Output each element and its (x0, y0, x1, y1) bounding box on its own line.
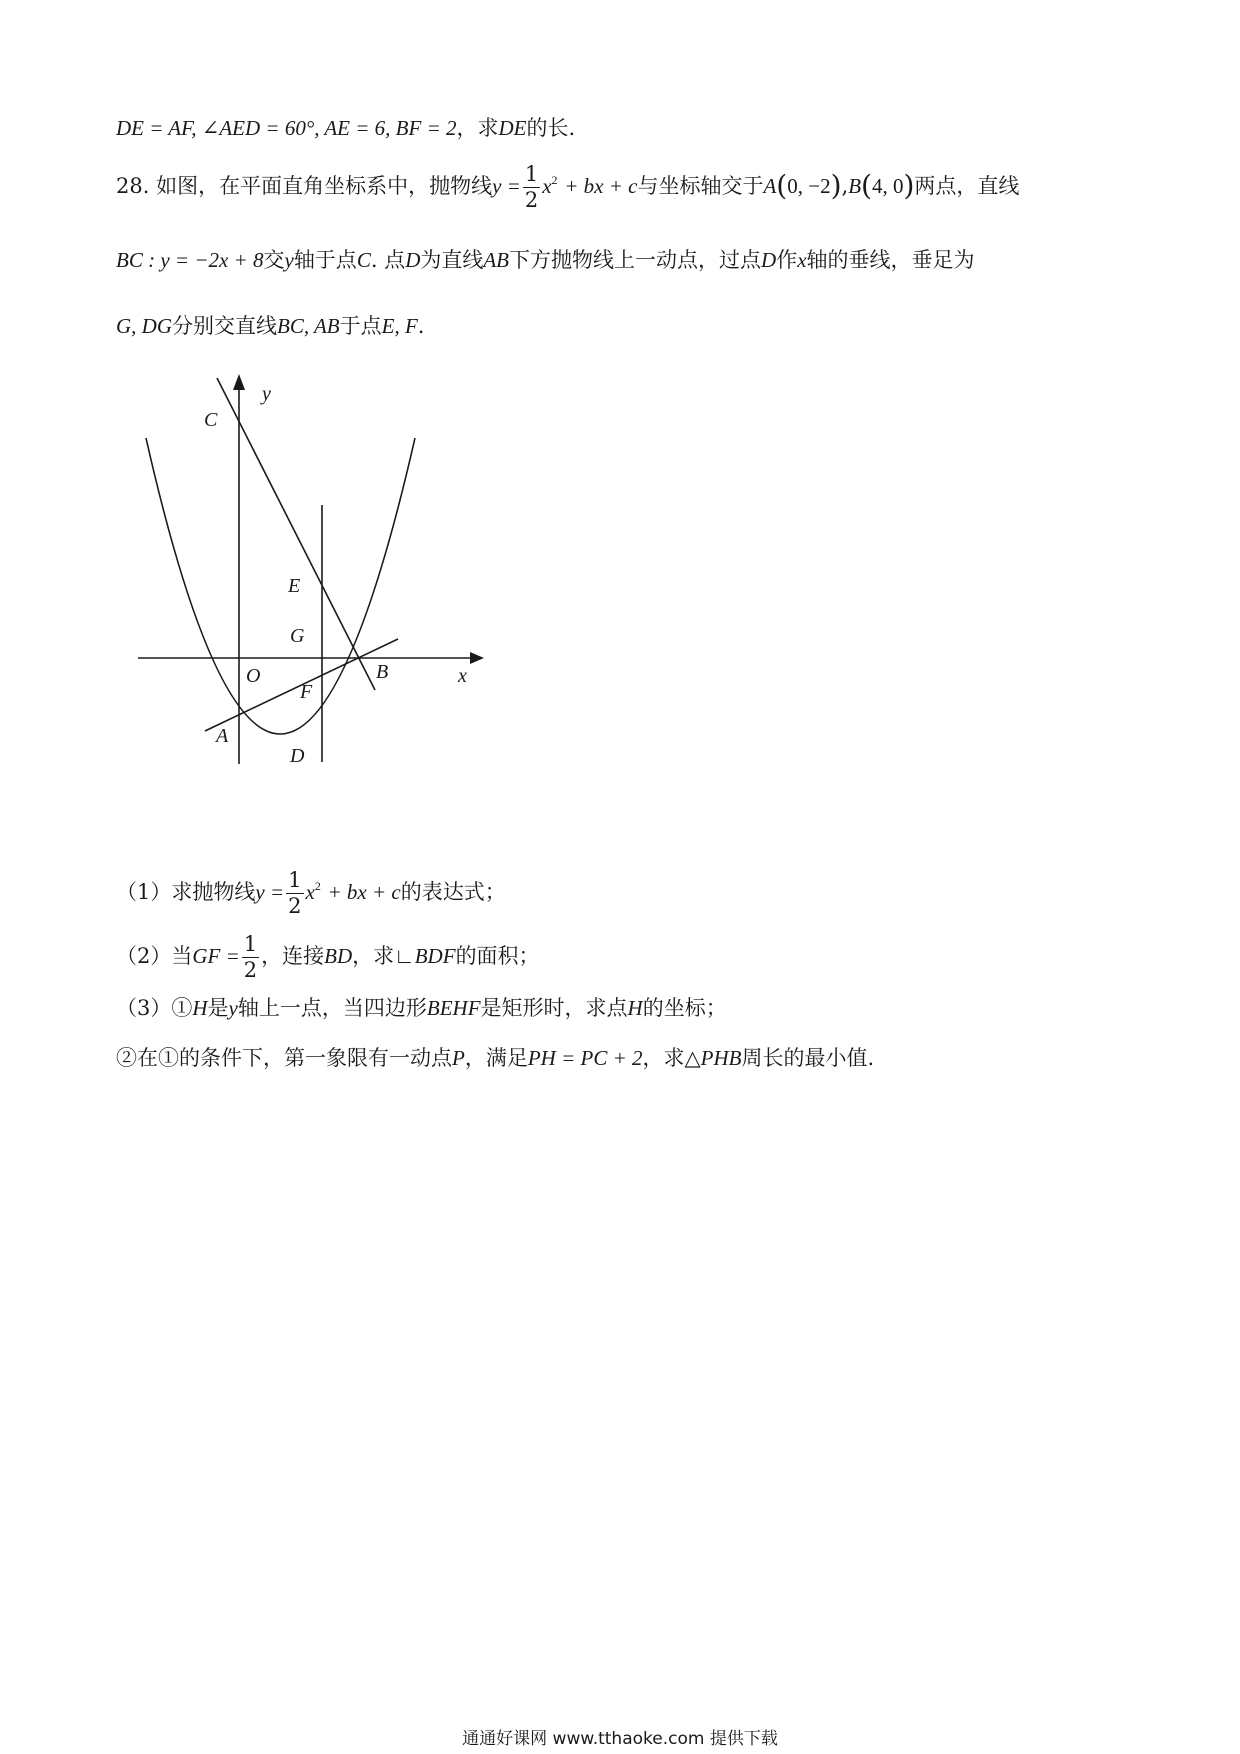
q3-h: H (192, 996, 208, 1020)
point-b: B (848, 174, 862, 198)
mid9: 分别交直线 (172, 314, 277, 338)
label-e: E (288, 575, 301, 597)
question-1 (116, 870, 506, 917)
q2-tri: ∟BDF (394, 944, 456, 968)
eq-x2: $x^2$ (542, 173, 558, 198)
q4-tri: PHB (700, 1046, 742, 1070)
label-x: x (458, 665, 467, 687)
q2-end: 的面积； (455, 944, 540, 968)
end-text: 的长. (526, 116, 576, 140)
q1-prefix: （1）求抛物线 (116, 880, 256, 904)
mid1: 与坐标轴交于 (637, 174, 764, 198)
point-d-2: D (761, 248, 777, 272)
ask-text: ，求 (456, 116, 499, 140)
q1-x2: $x^2$ (305, 879, 321, 904)
point-b-coords: 4, 0 (871, 174, 904, 198)
point-a-coords: 0, −2 (787, 174, 831, 198)
label-a: A (216, 725, 229, 747)
mid5: 为直线 (420, 248, 484, 272)
question-3 (116, 992, 727, 1022)
q1-suffix: 的表达式； (400, 880, 506, 904)
point-d: D (405, 248, 421, 272)
end1: 两点，直线 (914, 174, 1020, 198)
point-a: A (763, 174, 777, 198)
eq-rest: + bx + c (564, 174, 638, 198)
q4-eq: PH = PC + 2 (527, 1046, 643, 1070)
q2-fraction: $\frac{1}{2}$ (243, 932, 258, 982)
lines-bc-ab: BC, AB (277, 314, 340, 338)
q3-quad: BEHF (426, 996, 481, 1020)
q3-end: 的坐标； (642, 996, 727, 1020)
mid8: 轴的垂线，垂足为 (806, 248, 975, 272)
label-y: y (262, 383, 271, 405)
g-dg: G, DG (116, 314, 172, 338)
q3-prefix: （3）① (116, 996, 193, 1020)
y-axis-name: y (284, 248, 294, 272)
x-axis-name: x (797, 248, 807, 272)
page-footer: 通通好课网 www.tthaoke.com 提供下载 (462, 1729, 778, 1749)
problem-number: 28. (116, 174, 150, 198)
top-line (116, 112, 575, 142)
mid6: 下方抛物线上一动点，过点 (509, 248, 762, 272)
q2-mid2: ，求 (352, 944, 395, 968)
q4-prefix: ②在①的条件下，第一象限有一动点 (116, 1046, 452, 1070)
eq-fraction: $\frac{1}{2}$ (524, 162, 539, 212)
label-d: D (290, 745, 305, 767)
label-c: C (204, 409, 218, 431)
mid10: 于点 (339, 314, 382, 338)
q1-eq-lhs: y = (255, 880, 285, 904)
eq-lhs: y = (492, 174, 521, 198)
q2-mid: ，连接 (261, 944, 325, 968)
line-bc: BC : y = −2x + 8 (116, 248, 264, 272)
x-axis-arrow (470, 652, 484, 664)
q3-mid3: 是矩形时，求点 (480, 996, 628, 1020)
q4-mid2: ，求△ (642, 1046, 701, 1070)
label-b: B (376, 661, 389, 683)
point-c: C (356, 248, 371, 272)
problem-line-3 (116, 310, 424, 340)
y-axis-arrow (233, 374, 245, 390)
question-4 (116, 1042, 874, 1072)
q3-y: y (228, 996, 238, 1020)
end3: . (417, 314, 425, 338)
target-de: DE (498, 116, 527, 140)
q1-eq-rest: + bx + c (327, 880, 401, 904)
mid4: . 点 (370, 248, 406, 272)
mid2: 交 (263, 248, 285, 272)
question-2 (116, 934, 540, 981)
problem-line-2 (116, 244, 975, 274)
q2-bd: BD (324, 944, 353, 968)
top-condition: DE = AF, ∠AED = 60°, AE = 6, BF = 2 (116, 116, 457, 140)
line-ab: AB (483, 248, 510, 272)
problem-line-1: 28. 如图，在平面直角坐标系中，抛物线y = $\frac{1}{2}$ $x^2$ + bx + c与坐标轴交于A(0, −2),B(4, 0)两点，直线 (116, 162, 1020, 212)
q4-p: P (452, 1046, 465, 1070)
coordinate-figure (120, 360, 500, 780)
label-o: O (246, 665, 261, 687)
label-f: F (300, 681, 313, 703)
q1-fraction: $\frac{1}{2}$ (288, 868, 302, 918)
q3-h-2: H (627, 996, 643, 1020)
label-g: G (290, 625, 305, 647)
problem-intro: 如图，在平面直角坐标系中，抛物线 (156, 174, 493, 198)
q3-mid1: 是 (207, 996, 229, 1020)
q4-mid: ，满足 (464, 1046, 528, 1070)
q4-end: 周长的最小值. (741, 1046, 875, 1070)
q3-mid2: 轴上一点，当四边形 (237, 996, 427, 1020)
q2-gf: GF = (192, 944, 240, 968)
points-ef: E, F (381, 314, 418, 338)
q2-prefix: （2）当 (116, 944, 193, 968)
mid3: 轴于点 (293, 248, 357, 272)
mid7: 作 (776, 248, 798, 272)
